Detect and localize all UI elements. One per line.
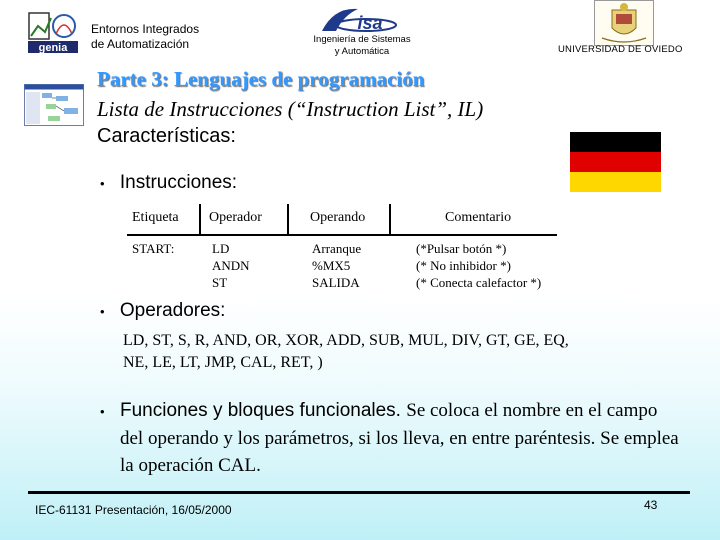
table-cell: SALIDA [312,275,360,290]
table-cell: %MX5 [312,258,351,273]
bullet-instrucciones [100,172,237,194]
funciones-text: Se coloca el nombre en el campo del operando y los parámetros, si los lleva, en entre paréntesis. Se emplea la operación CAL. [120,400,679,476]
table-cell: ST [212,275,228,290]
header-left-line-1: Entornos Integrados [91,22,200,36]
table-row-label: START: [132,241,175,256]
comment-cell [416,240,541,291]
section-heading: Características: [97,125,236,147]
flag-stripe-black [570,132,661,152]
operators-line-1: LD, ST, S, R, AND, OR, XOR, ADD, SUB, MUL, DIV, GT, GE, EQ, [123,332,569,349]
table-cell: (*Pulsar botón *) [416,241,507,256]
operators-list [123,330,653,374]
university-crest [594,0,654,46]
genia-logo-text: genia [38,42,68,54]
table-cell: LD [212,241,230,256]
operadores-label: Operadores: [119,300,226,321]
header-left-line-2: de Automatización [91,37,190,51]
header-center-line-2: y Automática [334,46,390,57]
page-number: 43 [644,498,658,512]
flag-stripe-red [570,152,661,172]
header-operando: Operando [310,210,366,225]
funciones-label: Funciones y bloques funcionales. [120,400,401,421]
header-department [303,34,421,58]
footer-divider [28,491,690,494]
instruction-table-header [127,204,557,236]
editor-screenshot-thumbnail [24,84,84,126]
table-cell: Arranque [312,241,362,256]
header-comentario: Comentario [445,210,512,225]
flag-stripe-gold [570,172,661,192]
german-flag [570,132,661,192]
operand-cell [312,240,361,291]
table-cell: ANDN [212,258,250,273]
header-etiqueta: Etiqueta [132,210,179,225]
genia-logo [28,12,78,54]
header-institute [91,22,199,52]
bullet-dot-icon: • [100,176,105,191]
operator-cell [212,240,250,291]
bullet-funciones [100,397,680,479]
isa-logo-text: isa [357,13,383,33]
table-cell: (* No inhibidor *) [416,258,511,273]
bullet-dot-icon: • [100,304,105,319]
footer-presentation: IEC-61131 Presentación, 16/05/2000 [35,503,232,517]
bullet-operadores [100,300,225,322]
column-divider [287,204,289,234]
slide-title: Parte 3: Lenguajes de programación [97,67,425,91]
column-divider [199,204,201,234]
instrucciones-label: Instrucciones: [119,172,238,193]
header-center-line-1: Ingeniería de Sistemas [313,34,411,45]
column-divider [389,204,391,234]
bullet-dot-icon: • [100,404,105,419]
isa-logo [320,5,398,35]
table-cell: (* Conecta calefactor *) [416,275,542,290]
operators-line-2: NE, LE, LT, JMP, CAL, RET, ) [123,354,323,371]
university-name: UNIVERSIDAD DE OVIEDO [558,44,683,55]
header-operador: Operador [209,210,262,225]
slide-subtitle: Lista de Instrucciones (“Instruction List”, IL) [97,97,484,121]
